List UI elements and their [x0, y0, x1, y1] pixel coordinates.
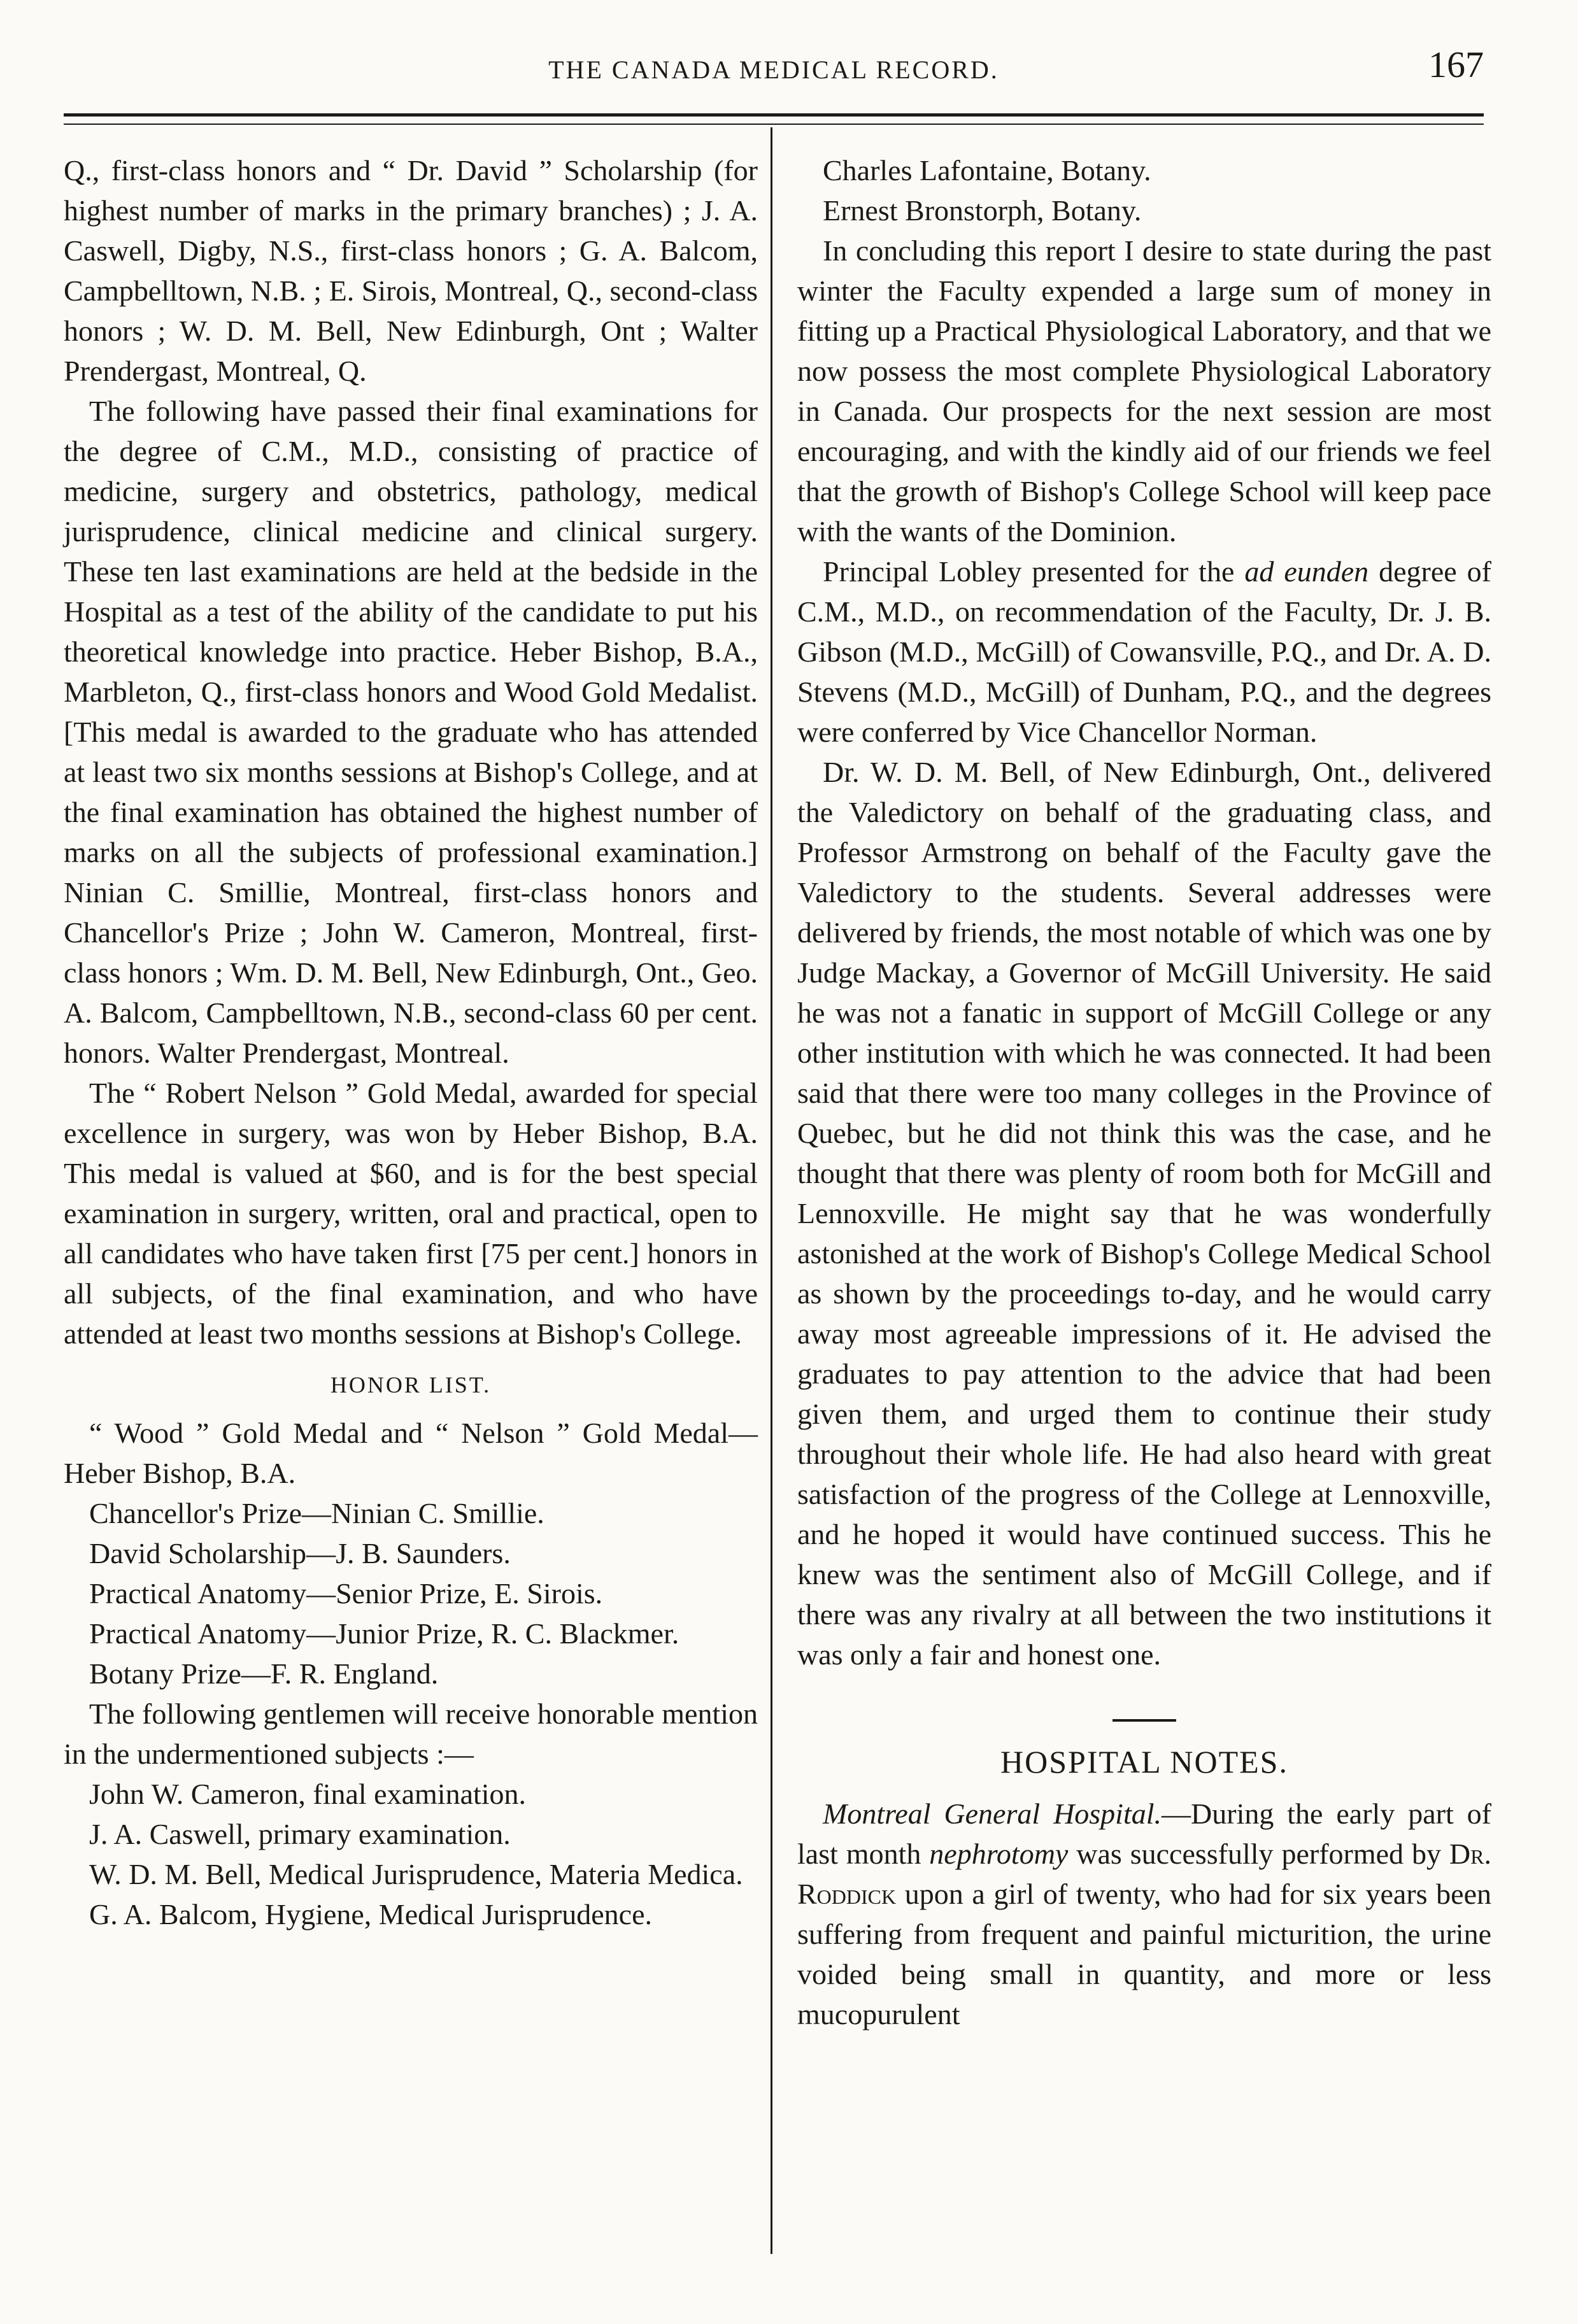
left-paragraph-2: The following have passed their final examinations for the degree of C.M., M.D., consisting of practice of medicine, surgery and obstetrics, pathology, medical jurisprudence, clinical medicine and clinical surgery. These ten last examinations are held at the bedside in the Hospital as a test of the ability of the candidate to put his theoretical knowledge into practice. Heber Bishop, B.A., Marbleton, Q., first-class honors and Wood Gold Medalist. [This medal is awarded to the graduate who has attended at least two six months sessions at Bishop's College, and at the final examination has obtained the highest number of marks on all the subjects of professional examination.] Ninian C. Smillie, Montreal, first-class honors and Chancellor's Prize ; John W. Cameron, Montreal, first-class honors ; Wm. D. M. Bell, New Edinburgh, Ont., Geo. A. Balcom, Campbelltown, N.B., second-class 60 per cent. honors. Walter Prendergast, Montreal. — [64, 395, 758, 1069]
left-paragraph-1: Q., first-class honors and “ Dr. David ” Scholarship (for highest number of marks in the primary branches) ; J. A. Caswell, Digby, N.S., first-class honors ; G. A. Balcom, Campbelltown, N.B. ; E. Sirois, Montreal, Q., second-class honors ; W. D. M. Bell, New Edinburgh, Ont ; Walter Prendergast, Montreal, Q. — [64, 154, 758, 387]
p4-text-3: upon a girl of twenty, who had for six years been suffering from frequent and painful micturition, the urine voided being small in quantity, and more or less mucopurulent — [797, 1878, 1491, 2030]
honor-item: Practical Anatomy—Junior Prize, R. C. Blackmer. — [89, 1617, 679, 1650]
surgeon-name: Dr. Roddick — [797, 1838, 1491, 1910]
left-column — [64, 150, 758, 1934]
honor-item: David Scholarship—J. B. Saunders. — [89, 1537, 511, 1569]
p4-text-1: —During the early part of last month — [797, 1797, 1491, 1870]
p2-text-after: degree of C.M., M.D., on recommendation of the Faculty, Dr. J. B. Gibson (M.D., McGill) of Cowansville, P.Q., and Dr. A. D. Stevens (M.D., McGill) of Dunham, P.Q., and the degrees were conferred by Vice Chancellor Norman. — [797, 555, 1491, 748]
honor-item: Botany Prize—F. R. England. — [89, 1657, 439, 1690]
left-paragraph-3: The “ Robert Nelson ” Gold Medal, awarded for special excellence in surgery, was won by Heber Bishop, B.A. This medal is valued at $60, and is for the best special examination in surgery, written, oral and practical, open to all candidates who have taken first [75 per cent.] honors in all subjects, of the final examination, and who have attended at least two months sessions at Bishop's College. — [64, 1077, 758, 1350]
procedure-name: nephrotomy — [929, 1838, 1069, 1870]
hospital-notes-heading: HOSPITAL NOTES. — [1000, 1744, 1288, 1780]
honor-item: Practical Anatomy—Senior Prize, E. Sirois. — [89, 1577, 603, 1610]
honor-list-heading: HONOR LIST. — [330, 1372, 492, 1398]
header-rule-thin — [64, 124, 1484, 125]
mention-item: W. D. M. Bell, Medical Jurisprudence, Materia Medica. — [89, 1858, 743, 1890]
right-paragraph-1: In concluding this report I desire to state during the past winter the Faculty expended a large sum of money in fitting up a Practical Physiological Laboratory, and that we now possess the most complete Physiological Laboratory in Canada. Our prospects for the next session are most encouraging, and with the kindly aid of our friends we feel that the growth of Bishop's College School will keep pace with the wants of the Dominion. — [797, 234, 1491, 548]
p4-text-2: was successfully performed by — [1068, 1838, 1449, 1870]
list-continuation-item: Charles Lafontaine, Botany. — [823, 154, 1151, 187]
running-head: THE CANADA MEDICAL RECORD. — [548, 55, 999, 84]
right-paragraph-2 — [797, 551, 1491, 752]
page-header — [64, 41, 1484, 92]
list-continuation-item: Ernest Bronstorph, Botany. — [823, 194, 1142, 227]
left-paragraph-4: The following gentlemen will receive honorable mention in the undermentioned subjects :— — [64, 1697, 758, 1770]
page-number: 167 — [1428, 44, 1484, 85]
section-rule — [1112, 1719, 1176, 1722]
p2-text-before: Principal Lobley presented for the — [823, 555, 1245, 588]
honor-item: Chancellor's Prize—Ninian C. Smillie. — [89, 1497, 544, 1529]
mention-item: John W. Cameron, final examination. — [89, 1778, 527, 1810]
right-paragraph-4 — [797, 1794, 1491, 2034]
column-divider — [771, 127, 772, 2254]
honor-item: “ Wood ” Gold Medal and “ Nelson ” Gold Medal—Heber Bishop, B.A. — [64, 1417, 758, 1489]
hospital-name: Montreal General Hospital. — [823, 1797, 1162, 1830]
right-paragraph-3: Dr. W. D. M. Bell, of New Edinburgh, Ont., delivered the Valedictory on behalf of the graduating class, and Professor Armstrong on behalf of the Faculty gave the Valedictory to the students. Several addresses were delivered by friends, the most notable of which was one by Judge Mackay, a Governor of McGill University. He said he was not a fanatic in support of McGill College or any other institution with which he was connected. It had been said that there were too many colleges in the Province of Quebec, but he did not think this was the case, and he thought that there was plenty of room both for McGill and Lennoxville. He might say that he was wonderfully astonished at the work of Bishop's College Medical School as shown by the proceedings to-day, and he would carry away most agreeable impressions of it. He advised the graduates to pay attention to the advice that had been given them, and urged them to continue their study throughout their whole life. He had also heard with great satisfaction of the progress of the College at Lennoxville, and he hoped it would have continued success. This he knew was the sentiment also of McGill College, and if there was any rivalry at all between the two institutions it was only a fair and honest one. — [797, 756, 1491, 1671]
mention-item: J. A. Caswell, primary examination. — [89, 1818, 511, 1850]
right-column — [797, 150, 1491, 2034]
header-rule-thick — [64, 113, 1484, 117]
mention-item: G. A. Balcom, Hygiene, Medical Jurisprudence. — [89, 1898, 652, 1931]
p2-italic-term: ad eunden — [1244, 555, 1369, 588]
